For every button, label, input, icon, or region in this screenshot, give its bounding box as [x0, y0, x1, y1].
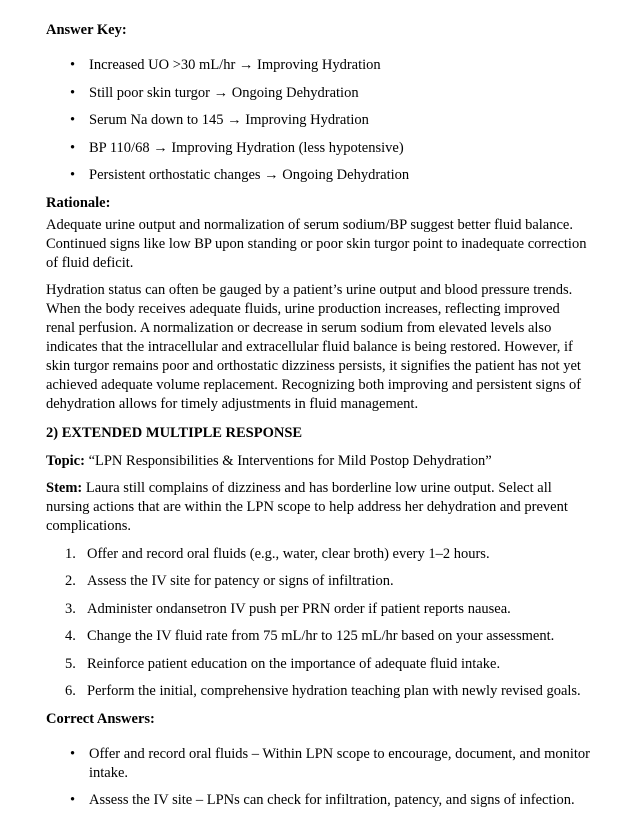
answer-key-item — [46, 139, 592, 158]
topic-line — [46, 452, 592, 471]
option-text: Offer and record oral fluids (e.g., water, clear broth) every 1–2 hours. — [87, 545, 490, 562]
option-list — [46, 545, 592, 702]
stem-text: Laura still complains of dizziness and has borderline low urine output. Select all nursing actions that are within the LPN scope to help address her dehydration and prevent complications. — [46, 479, 568, 534]
answer-key-item — [46, 84, 592, 103]
option-item — [46, 545, 592, 564]
bullet-icon: • — [70, 84, 76, 101]
option-text: Administer ondansetron IV push per PRN order if patient reports nausea. — [87, 600, 511, 617]
option-item — [46, 572, 592, 591]
bullet-icon: • — [70, 792, 76, 808]
bullet-icon: • — [70, 112, 76, 128]
bullet-icon: • — [70, 57, 76, 73]
option-text: Assess the IV site for patency or signs of infiltration. — [87, 573, 394, 589]
option-number: 3. — [65, 600, 76, 617]
answer-key-item-text: Still poor skin turgor → Ongoing Dehydration — [89, 84, 359, 101]
answer-key-item — [46, 166, 592, 185]
correct-answer-item-text: Offer and record oral fluids – Within LPN scope to encourage, document, and monitor intake. — [89, 745, 591, 781]
option-number: 4. — [65, 628, 76, 644]
correct-answer-item — [46, 791, 592, 810]
rationale-heading: Rationale: — [46, 194, 111, 211]
correct-answers-heading: Correct Answers: — [46, 710, 155, 727]
answer-key-item — [46, 111, 592, 130]
option-text: Reinforce patient education on the importance of adequate fluid intake. — [87, 655, 501, 672]
option-text: Change the IV fluid rate from 75 mL/hr to 125 mL/hr based on your assessment. — [87, 628, 555, 644]
option-item — [46, 600, 592, 619]
stem-line — [46, 479, 592, 536]
bullet-icon: • — [70, 745, 76, 762]
answer-key-list — [46, 56, 592, 185]
rationale-paragraph-2: Hydration status can often be gauged by a patient’s urine output and blood pressure trends. When the body receives adequate fluids, urine production increases, reflecting improved renal perfusion. A normalization or decrease in serum sodium from elevated levels also indicates that the intracellular and extracellular fluid balance is being restored. However, if skin turgor remains poor and orthostatic dizziness persists, it signifies the patient has not yet achieved adequate volume replacement. Recognizing both improving and persistent signs of dehydration allows for timely adjustments in fluid management. — [46, 281, 582, 412]
answer-key-item-text: BP 110/68 → Improving Hydration (less hypotensive) — [89, 139, 404, 156]
stem-label: Stem: — [46, 479, 83, 496]
option-item — [46, 682, 592, 701]
option-item — [46, 627, 592, 646]
bullet-icon: • — [70, 167, 76, 183]
correct-answer-item — [46, 745, 592, 783]
topic-label: Topic: — [46, 452, 85, 469]
correct-answer-item-text: Assess the IV site – LPNs can check for infiltration, patency, and signs of infection. — [89, 792, 575, 808]
option-number: 2. — [65, 573, 76, 589]
correct-answers-list — [46, 745, 592, 811]
answer-key-item-text: Serum Na down to 145 → Improving Hydration — [89, 112, 369, 128]
bullet-icon: • — [70, 139, 76, 156]
answer-key-heading: Answer Key: — [46, 22, 127, 38]
answer-key-item — [46, 56, 592, 75]
option-text: Perform the initial, comprehensive hydration teaching plan with newly revised goals. — [87, 683, 581, 699]
option-item — [46, 655, 592, 674]
option-number: 1. — [65, 545, 76, 562]
option-number: 6. — [65, 683, 76, 699]
answer-key-item-text: Persistent orthostatic changes → Ongoing Dehydration — [89, 167, 410, 183]
topic-text: “LPN Responsibilities & Interventions for Mild Postop Dehydration” — [84, 452, 492, 469]
option-number: 5. — [65, 655, 76, 672]
question2-heading: 2) EXTENDED MULTIPLE RESPONSE — [46, 424, 303, 441]
answer-key-item-text: Increased UO >30 mL/hr → Improving Hydration — [89, 57, 381, 73]
rationale-paragraph-1: Adequate urine output and normalization of serum sodium/BP suggest better fluid balance. Continued signs like low BP upon standing or poor skin turgor point to inadequate correction of fluid deficit. — [46, 216, 587, 271]
